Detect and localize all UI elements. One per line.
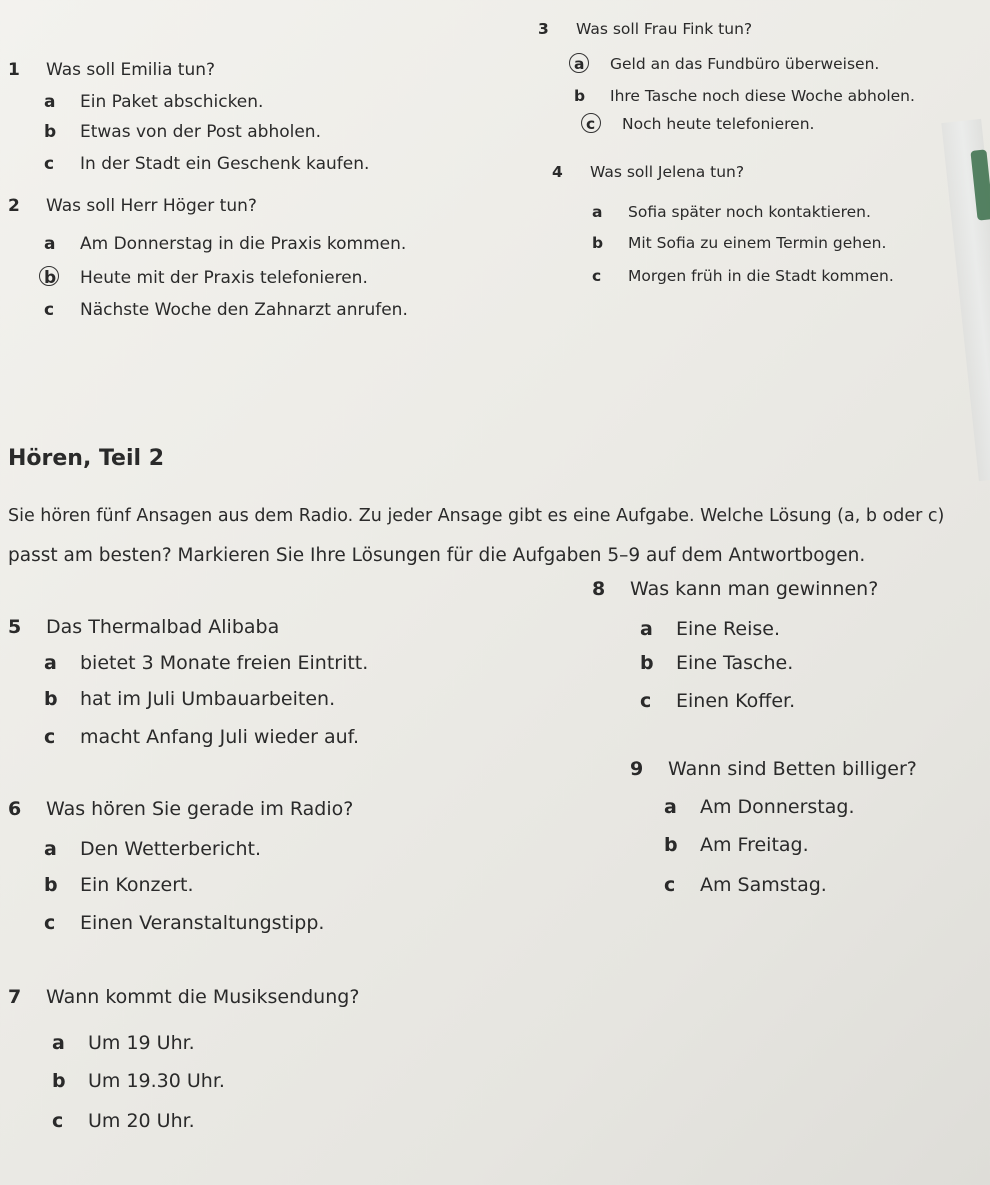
option-text: Einen Veranstaltungstipp.: [80, 912, 325, 934]
option-text: bietet 3 Monate freien Eintritt.: [80, 652, 369, 674]
option-letter: a: [44, 652, 57, 674]
question-text: Das Thermalbad Alibaba: [46, 616, 280, 638]
option-letter: a: [44, 234, 56, 254]
option-7c[interactable]: [52, 1110, 195, 1132]
option-2c[interactable]: [44, 300, 408, 320]
option-text: Ein Konzert.: [80, 874, 194, 896]
question-text: Was kann man gewinnen?: [630, 578, 879, 600]
option-9c[interactable]: [664, 874, 827, 896]
answer-circle-mark: [39, 266, 59, 286]
option-6a[interactable]: [44, 838, 261, 860]
option-3b[interactable]: [574, 87, 915, 105]
option-text: Ein Paket abschicken.: [80, 92, 264, 112]
option-text: macht Anfang Juli wieder auf.: [80, 726, 360, 748]
question-number: 4: [552, 163, 563, 181]
question-text: Wann sind Betten billiger?: [668, 758, 917, 780]
option-text: Einen Koffer.: [676, 690, 796, 712]
question-6: [8, 798, 353, 820]
option-9b[interactable]: [664, 834, 809, 856]
option-text: Sofia später noch kontaktieren.: [628, 203, 871, 221]
option-letter: c: [592, 267, 602, 285]
option-letter: b: [640, 652, 654, 674]
question-text: Was soll Jelena tun?: [590, 163, 745, 181]
option-letter: a: [44, 838, 57, 860]
option-letter: b: [44, 688, 58, 710]
answer-circle-mark: [569, 53, 589, 73]
instruction-line-1: Sie hören fünf Ansagen aus dem Radio. Zu jeder Ansage gibt es eine Aufgabe. Welche Lösung (a, b oder c): [8, 506, 945, 526]
option-4c[interactable]: [592, 267, 894, 285]
question-9: [630, 758, 917, 780]
section-heading: Hören, Teil 2: [8, 446, 165, 471]
answer-circle-mark: [581, 113, 601, 133]
option-4b[interactable]: [592, 234, 886, 252]
option-text: Geld an das Fundbüro überweisen.: [610, 55, 880, 73]
option-7a[interactable]: [52, 1032, 195, 1054]
question-2: [8, 196, 257, 216]
option-text: Morgen früh in die Stadt kommen.: [628, 267, 894, 285]
question-7: [8, 986, 359, 1008]
option-letter: c: [52, 1110, 64, 1132]
option-letter: b: [664, 834, 678, 856]
question-text: Was soll Emilia tun?: [46, 60, 216, 80]
option-letter: a: [52, 1032, 65, 1054]
option-text: Am Donnerstag.: [700, 796, 855, 818]
option-4a[interactable]: [592, 203, 871, 221]
option-text: Eine Reise.: [676, 618, 780, 640]
question-number: 6: [8, 798, 22, 820]
option-text: Am Samstag.: [700, 874, 827, 896]
option-3a[interactable]: [574, 55, 879, 73]
option-text: Etwas von der Post abholen.: [80, 122, 321, 142]
option-letter: a: [664, 796, 677, 818]
question-text: Was hören Sie gerade im Radio?: [46, 798, 354, 820]
option-letter: c: [44, 154, 55, 174]
option-letter-text: a: [574, 55, 585, 73]
option-text: Um 19 Uhr.: [88, 1032, 195, 1054]
option-8c[interactable]: [640, 690, 795, 712]
option-letter: c: [640, 690, 652, 712]
option-text: Um 20 Uhr.: [88, 1110, 195, 1132]
option-letter: [574, 55, 610, 73]
question-text: Was soll Frau Fink tun?: [576, 20, 753, 38]
option-text: hat im Juli Umbauarbeiten.: [80, 688, 336, 710]
question-number: 5: [8, 616, 22, 638]
option-letter: [44, 268, 80, 288]
option-5a[interactable]: [44, 652, 368, 674]
option-8a[interactable]: [640, 618, 780, 640]
option-3c[interactable]: [586, 115, 814, 133]
option-letter: a: [592, 203, 603, 221]
option-letter: b: [592, 234, 604, 252]
option-5c[interactable]: [44, 726, 359, 748]
option-text: Heute mit der Praxis telefonieren.: [80, 268, 368, 288]
option-1c[interactable]: [44, 154, 369, 174]
option-letter: [586, 115, 622, 133]
question-5: [8, 616, 279, 638]
option-6b[interactable]: [44, 874, 194, 896]
option-2b[interactable]: [44, 268, 368, 288]
question-text: Was soll Herr Höger tun?: [46, 196, 257, 216]
option-letter: c: [44, 300, 55, 320]
option-9a[interactable]: [664, 796, 854, 818]
option-5b[interactable]: [44, 688, 335, 710]
question-8: [592, 578, 878, 600]
option-letter: c: [44, 726, 56, 748]
option-2a[interactable]: [44, 234, 406, 254]
option-text: Am Freitag.: [700, 834, 809, 856]
question-number: 7: [8, 986, 22, 1008]
option-text: Den Wetterbericht.: [80, 838, 261, 860]
option-letter: a: [640, 618, 653, 640]
option-letter: b: [52, 1070, 66, 1092]
option-1b[interactable]: [44, 122, 321, 142]
option-letter: c: [44, 912, 56, 934]
question-number: 3: [538, 20, 549, 38]
option-letter-text: b: [44, 268, 57, 288]
question-1: [8, 60, 215, 80]
option-text: Um 19.30 Uhr.: [88, 1070, 225, 1092]
option-1a[interactable]: [44, 92, 263, 112]
option-text: Am Donnerstag in die Praxis kommen.: [80, 234, 407, 254]
option-text: Nächste Woche den Zahnarzt anrufen.: [80, 300, 408, 320]
question-number: 1: [8, 60, 20, 80]
question-number: 9: [630, 758, 644, 780]
option-letter: b: [44, 122, 57, 142]
question-4: [552, 163, 744, 181]
option-letter: a: [44, 92, 56, 112]
option-text: Eine Tasche.: [676, 652, 794, 674]
option-7b[interactable]: [52, 1070, 225, 1092]
option-text: Noch heute telefonieren.: [622, 115, 815, 133]
option-text: Ihre Tasche noch diese Woche abholen.: [610, 87, 915, 105]
option-text: Mit Sofia zu einem Termin gehen.: [628, 234, 887, 252]
option-8b[interactable]: [640, 652, 793, 674]
question-text: Wann kommt die Musiksendung?: [46, 986, 360, 1008]
question-3: [538, 20, 752, 38]
option-letter-text: c: [586, 115, 596, 133]
instruction-line-2: passt am besten? Markieren Sie Ihre Lösungen für die Aufgaben 5–9 auf dem Antwortbogen.: [8, 545, 866, 566]
option-letter: b: [574, 87, 586, 105]
question-number: 8: [592, 578, 606, 600]
option-letter: c: [664, 874, 676, 896]
option-6c[interactable]: [44, 912, 324, 934]
option-letter: b: [44, 874, 58, 896]
option-text: In der Stadt ein Geschenk kaufen.: [80, 154, 370, 174]
question-number: 2: [8, 196, 20, 216]
